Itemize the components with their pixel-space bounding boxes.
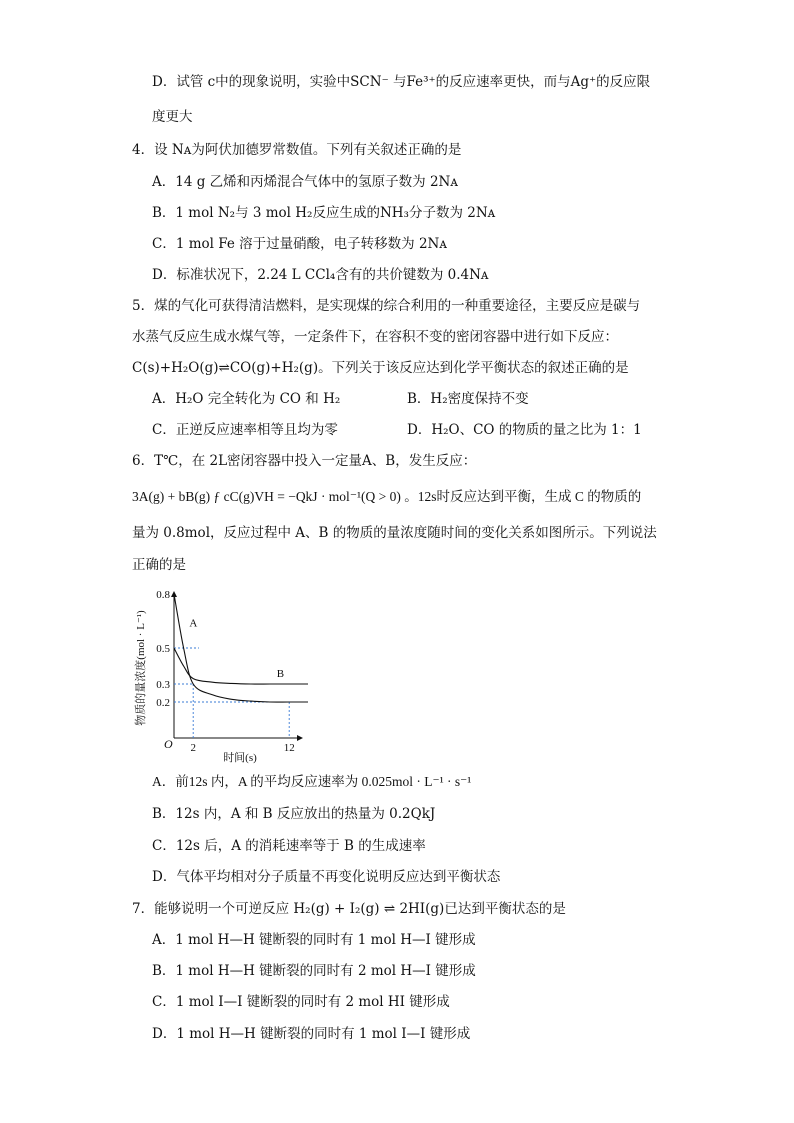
q4-stem: 4．设 Nᴀ为阿伏加德罗常数值。下列有关叙述正确的是 <box>132 142 462 158</box>
q6-stem-line2: 3A(g) + bB(g) ƒ cC(g)VH = −QkJ · mol⁻¹(Q > 0) 。12s时反应达到平衡，生成 C 的物质的 <box>132 489 642 504</box>
series-b-line <box>174 648 308 684</box>
q5-option-c: C．正逆反应速率相等且均为零 <box>152 422 338 438</box>
q6-stem-line1: 6．T℃，在 2L密闭容器中投入一定量A、B，发生反应： <box>132 453 477 469</box>
q6-stem-line4: 正确的是 <box>132 557 186 573</box>
y-tick-label: 0.8 <box>156 589 170 601</box>
series-b-label: B <box>276 667 285 680</box>
q5-stem-line2: 水蒸气反应生成水煤气等，一定条件下，在容积不变的密闭容器中进行如下反应： <box>132 329 618 345</box>
q6-option-c: C．12s 后，A 的消耗速率等于 B 的生成速率 <box>152 838 426 854</box>
q7-option-a: A．1 mol H—H 键断裂的同时有 1 mol H—I 键形成 <box>152 932 476 948</box>
q3-option-d-line2: 度更大 <box>152 109 193 125</box>
q7-option-c: C．1 mol I—I 键断裂的同时有 2 mol HI 键形成 <box>152 994 450 1010</box>
q6-option-b: B．12s 内，A 和 B 反应放出的热量为 0.2QkJ <box>152 806 436 822</box>
y-tick-label: 0.3 <box>156 679 170 691</box>
x-axis-label: 时间(s) <box>223 752 257 764</box>
q5-option-a: A．H₂O 完全转化为 CO 和 H₂ <box>152 391 341 407</box>
q7-stem: 7．能够说明一个可逆反应 H₂(g) + I₂(g) ⇌ 2HI(g)已达到平衡状态的是 <box>132 901 566 917</box>
q4-option-b: B．1 mol N₂与 3 mol H₂反应生成的NH₃分子数为 2Nᴀ <box>152 205 496 221</box>
x-tick-label: 12 <box>283 742 295 754</box>
q5-stem-line3: C(s)+H₂O(g)⇌CO(g)+H₂(g)。下列关于该反应达到化学平衡状态的叙述正确的是 <box>132 360 629 376</box>
y-tick-label: 0.2 <box>156 697 170 709</box>
y-axis-label: 物质的量浓度(mol · L⁻¹) <box>135 610 147 726</box>
y-tick-label: 0.5 <box>156 643 170 655</box>
q6-option-d: D．气体平均相对分子质量不再变化说明反应达到平衡状态 <box>152 869 501 885</box>
q5-option-d: D．H₂O、CO 的物质的量之比为 1：1 <box>407 422 642 438</box>
q7-option-b: B．1 mol H—H 键断裂的同时有 2 mol H—I 键形成 <box>152 963 476 979</box>
series-a-label: A <box>189 617 198 630</box>
concentration-time-chart <box>128 588 308 768</box>
q5-option-b: B．H₂密度保持不变 <box>407 391 529 407</box>
q4-option-d: D．标准状况下，2.24 L CCl₄含有的共价键数为 0.4Nᴀ <box>152 267 489 283</box>
q4-option-c: C．1 mol Fe 溶于过量硝酸，电子转移数为 2Nᴀ <box>152 236 447 252</box>
q7-option-d: D．1 mol H—H 键断裂的同时有 1 mol I—I 键形成 <box>152 1026 471 1042</box>
q6-option-a: A．前12s 内，A 的平均反应速率为 0.025mol · L⁻¹ · s⁻¹ <box>152 774 472 789</box>
origin-label: O <box>164 737 173 751</box>
q5-stem-line1: 5．煤的气化可获得清洁燃料，是实现煤的综合利用的一种重要途径，主要反应是碳与 <box>132 298 641 314</box>
q6-stem-line3: 量为 0.8mol，反应过程中 A、B 的物质的量浓度随时间的变化关系如图所示。下列说法 <box>132 525 657 541</box>
q4-option-a: A．14 g 乙烯和丙烯混合气体中的氢原子数为 2Nᴀ <box>152 174 458 190</box>
q3-option-d-line1: D．试管 c中的现象说明，实验中SCN⁻ 与Fe³⁺的反应速率更快，而与Ag⁺的反应限 <box>152 74 651 90</box>
x-tick-label: 2 <box>190 742 196 754</box>
